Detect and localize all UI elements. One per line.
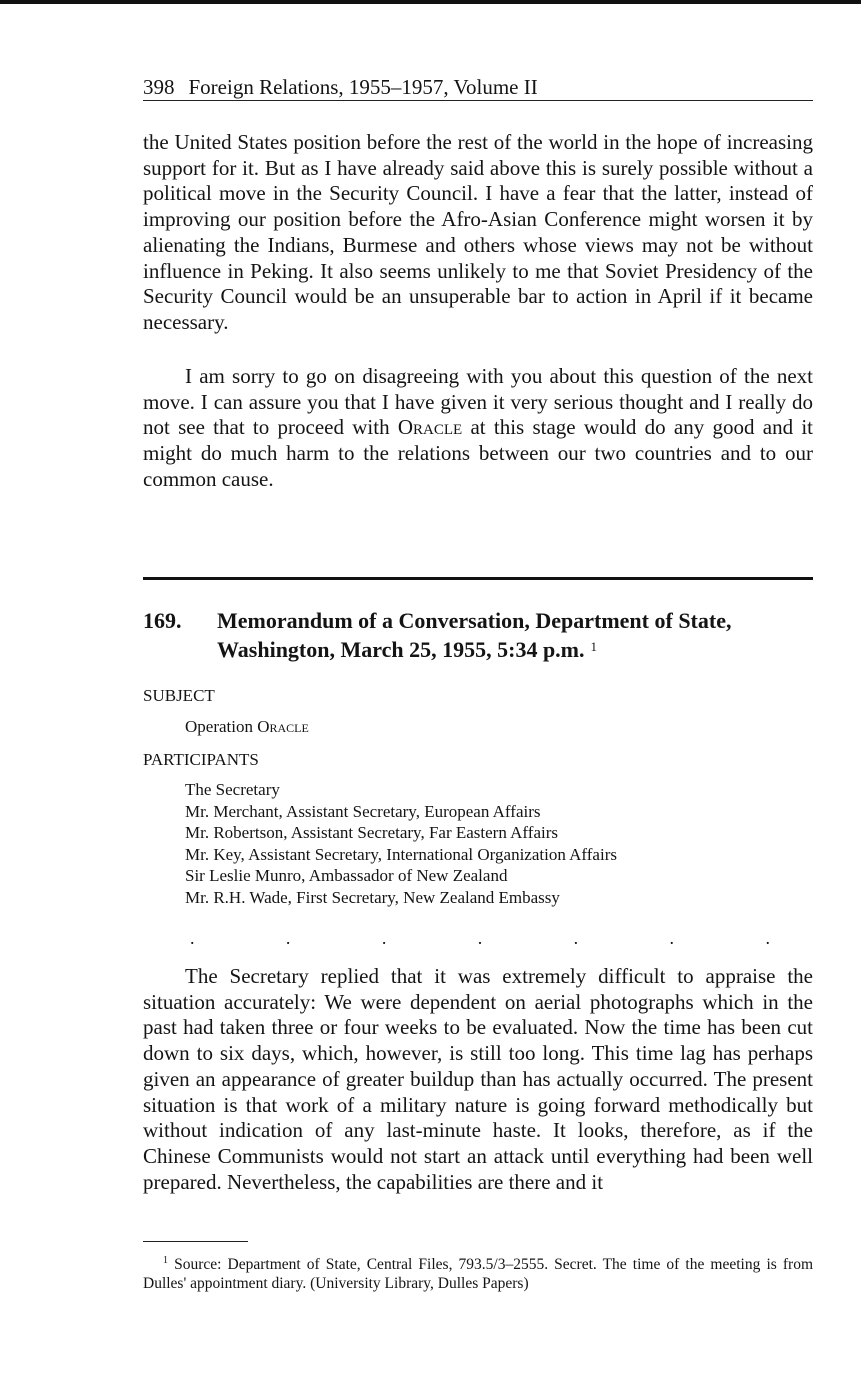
scan-top-edge xyxy=(0,0,861,4)
running-title: Foreign Relations, 1955–1957, Volume II xyxy=(188,75,538,99)
ellipsis-dot: . xyxy=(285,928,291,948)
participant: Mr. Key, Assistant Secretary, International Organization Affairs xyxy=(185,844,617,864)
footnote xyxy=(143,1251,813,1293)
running-header xyxy=(143,74,813,101)
footnote-reference: 1 xyxy=(590,639,598,654)
ellipsis-dot: . xyxy=(765,928,770,948)
ellipsis-dot: . xyxy=(573,928,579,948)
footnote-text: Source: Department of State, Central Files, 793.5/3–2555. Secret. The time of the meeting is from Dulles' appointment diary. (University Library, Dulles Papers) xyxy=(143,1256,813,1293)
omission-ellipsis xyxy=(190,928,770,949)
document-title-wrap xyxy=(217,608,813,663)
document-number: 169. xyxy=(143,608,182,633)
ellipsis-dot: . xyxy=(669,928,675,948)
subject-value xyxy=(185,716,309,738)
participants-list xyxy=(185,779,617,908)
participant: The Secretary xyxy=(185,780,280,799)
ellipsis-dot: . xyxy=(477,928,483,948)
participants-label: PARTICIPANTS xyxy=(143,750,259,769)
footnote-rule xyxy=(143,1241,248,1242)
participant: Mr. Merchant, Assistant Secretary, European Affairs xyxy=(185,801,541,821)
participant: Mr. R.H. Wade, First Secretary, New Zealand Embassy xyxy=(185,887,560,907)
participant: Mr. Robertson, Assistant Secretary, Far Eastern Affairs xyxy=(185,823,558,842)
section-divider xyxy=(143,577,813,580)
subject-prefix: Operation xyxy=(185,717,258,736)
subject-label: SUBJECT xyxy=(143,686,215,705)
ellipsis-dot: . xyxy=(190,928,195,948)
continued-paragraph-1: the United States position before the rest of the world in the hope of increasing support for it. But as I have already said above this is surely possible without a political move in the Security Council. I have a fear that the latter, instead of improving our position before the Afro-Asian Conference might worsen it by alienating the Indians, Burmese and others whose views may not be without influence in Peking. It also seems unlikely to me that Soviet Presidency of the Security Council would be an unsuperable bar to action in April if it became necessary. xyxy=(143,130,813,334)
document-title: Memorandum of a Conversation, Department of State, Washington, March 25, 1955, 5:34 p.m. xyxy=(217,608,732,662)
footnote-marker: 1 xyxy=(163,1255,168,1266)
paragraph-text-end: at this stage would do any good and it might do much harm to the relations between our two countries and to our common cause. xyxy=(143,415,813,491)
page-number: 398 xyxy=(143,75,175,99)
operation-codename: Oracle xyxy=(397,415,463,440)
subject-codename: Oracle xyxy=(257,717,309,736)
ellipsis-dot: . xyxy=(381,928,387,948)
participant: Sir Leslie Munro, Ambassador of New Zealand xyxy=(185,866,508,885)
memorandum-paragraph: The Secretary replied that it was extremely difficult to appraise the situation accurately: We were dependent on aerial photographs which in the past had taken three or four weeks to be evaluated. Now the time has been cut down to six days, which, however, is still too long. This time lag has perhaps given an appearance of greater buildup than has actually occurred. The present situation is that work of a military nature is going forward methodically but without indication of any last-minute haste. It looks, therefore, as if the Chinese Communists would not start an attack until everything had been well prepared. Nevertheless, the capabilities are there and it xyxy=(143,964,813,1194)
continued-paragraph-2 xyxy=(143,364,813,493)
paragraph-text-start: I am sorry to go on disagreeing with you about this question of the next move. I can assure you that I have given it very serious thought and I really do not see that to proceed with xyxy=(143,364,813,440)
